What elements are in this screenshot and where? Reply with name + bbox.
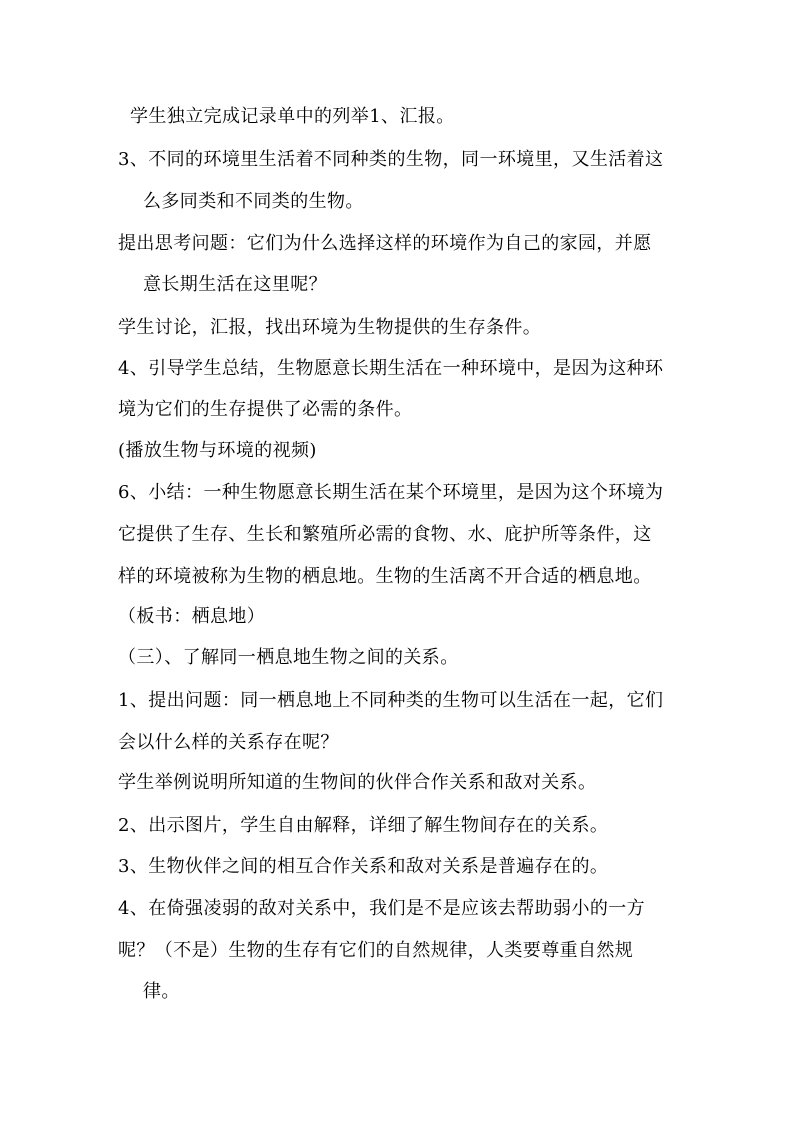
paragraph-line-6: 学生讨论，汇报，找出环境为生物提供的生存条件。 — [118, 317, 542, 338]
paragraph-line-3: 么多同类和不同类的生物。 — [143, 191, 364, 212]
paragraph-line-12: 样的环境被称为生物的栖息地。生物的生活离不开合适的栖息地。 — [118, 566, 652, 587]
paragraph-line-17: 学生举例说明所知道的生物间的伙伴合作关系和敌对关系。 — [118, 772, 597, 793]
paragraph-line-4: 提出思考问题：它们为什么选择这样的环境作为自己的家园，并愿 — [118, 233, 652, 254]
paragraph-line-18: 2、出示图片，学生自由解释，详细了解生物间存在的关系。 — [118, 815, 609, 836]
paragraph-line-8: 境为它们的生存提供了必需的条件。 — [118, 399, 413, 420]
paragraph-line-15: 1、提出问题：同一栖息地上不同种类的生物可以生活在一起，它们 — [118, 690, 664, 711]
paragraph-line-5: 意长期生活在这里呢？ — [143, 274, 327, 295]
paragraph-line-19: 3、生物伙伴之间的相互合作关系和敌对关系是普遍存在的。 — [118, 856, 609, 877]
paragraph-line-1: 学生独立完成记录单中的列举1、汇报。 — [130, 106, 455, 127]
paragraph-line-20: 4、在倚强凌弱的敌对关系中，我们是不是应该去帮助弱小的一方 — [118, 898, 646, 919]
paragraph-line-16: 会以什么样的关系存在呢？ — [118, 732, 339, 753]
paragraph-line-22: 律。 — [143, 981, 180, 1002]
paragraph-line-13: （板书：栖息地） — [118, 606, 266, 627]
paragraph-line-9: (播放生物与环境的视频) — [118, 440, 317, 461]
paragraph-line-10: 6、小结：一种生物愿意长期生活在某个环境里，是因为这个环境为 — [118, 482, 664, 503]
paragraph-line-11: 它提供了生存、生长和繁殖所必需的食物、水、庇护所等条件，这 — [118, 524, 652, 545]
section-heading: （三）、了解同一栖息地生物之间的关系。 — [118, 647, 459, 668]
paragraph-line-21: 呢？（不是）生物的生存有它们的自然规律，人类要尊重自然规 — [118, 940, 634, 961]
paragraph-line-7: 4、引导学生总结，生物愿意长期生活在一种环境中，是因为这种环 — [118, 358, 664, 379]
paragraph-line-2: 3、不同的环境里生活着不同种类的生物，同一环境里，又生活着这 — [118, 149, 664, 170]
